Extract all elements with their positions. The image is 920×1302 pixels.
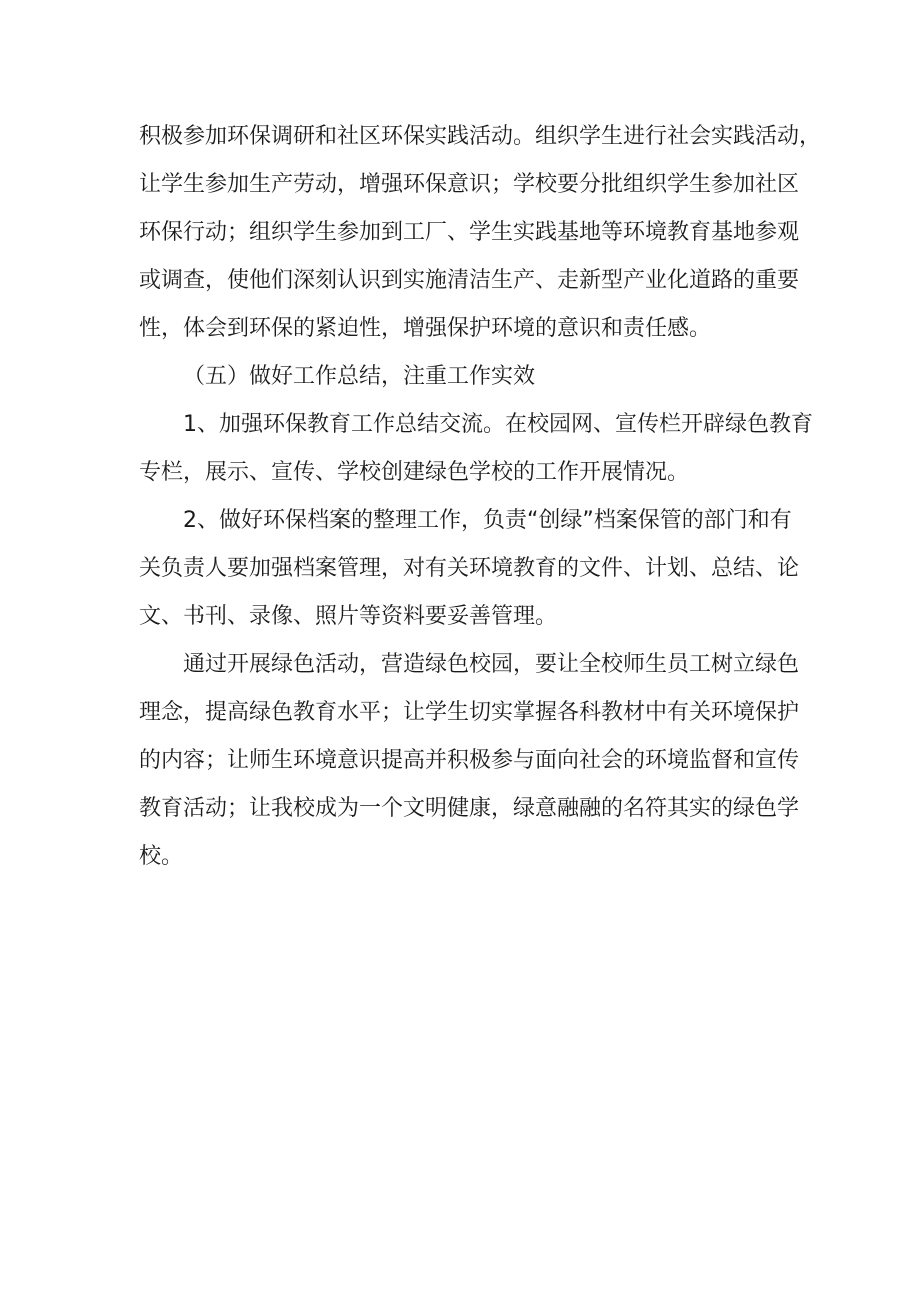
text-line: 环保行动；组织学生参加到工厂、学生实践基地等环境教育基地参观 bbox=[139, 220, 800, 245]
text-line: 让学生参加生产劳动，增强环保意识；学校要分批组织学生参加社区 bbox=[139, 172, 800, 197]
text-line: 1、加强环保教育工作总结交流。在校园网、宣传栏开辟绿色教育 bbox=[183, 412, 813, 437]
text-line: 教育活动；让我校成为一个文明健康，绿意融融的名符其实的绿色学 bbox=[139, 796, 800, 821]
text-line: 或调查，使他们深刻认识到实施清洁生产、走新型产业化道路的重要 bbox=[139, 268, 800, 293]
text-line: 积极参加环保调研和社区环保实践活动。组织学生进行社会实践活动， bbox=[139, 124, 822, 149]
text-line: 专栏，展示、宣传、学校创建绿色学校的工作开展情况。 bbox=[139, 460, 690, 485]
text-line: 校。 bbox=[139, 844, 184, 869]
text-line: 理念，提高绿色教育水平；让学生切实掌握各科教材中有关环境保护 bbox=[139, 700, 800, 725]
text-line: 2、做好环保档案的整理工作，负责“创绿”档案保管的部门和有 bbox=[183, 508, 792, 533]
text-line: 通过开展绿色活动，营造绿色校园，要让全校师生员工树立绿色 bbox=[183, 652, 800, 677]
text-line: 文、书刊、录像、照片等资料要妥善管理。 bbox=[139, 604, 558, 629]
text-line: 性，体会到环保的紧迫性，增强保护环境的意识和责任感。 bbox=[139, 316, 712, 341]
text-line: 的内容；让师生环境意识提高并积极参与面向社会的环境监督和宣传 bbox=[139, 748, 800, 773]
section-heading: （五）做好工作总结，注重工作实效 bbox=[183, 364, 536, 389]
text-line: 关负责人要加强档案管理，对有关环境教育的文件、计划、总结、论 bbox=[139, 556, 800, 581]
